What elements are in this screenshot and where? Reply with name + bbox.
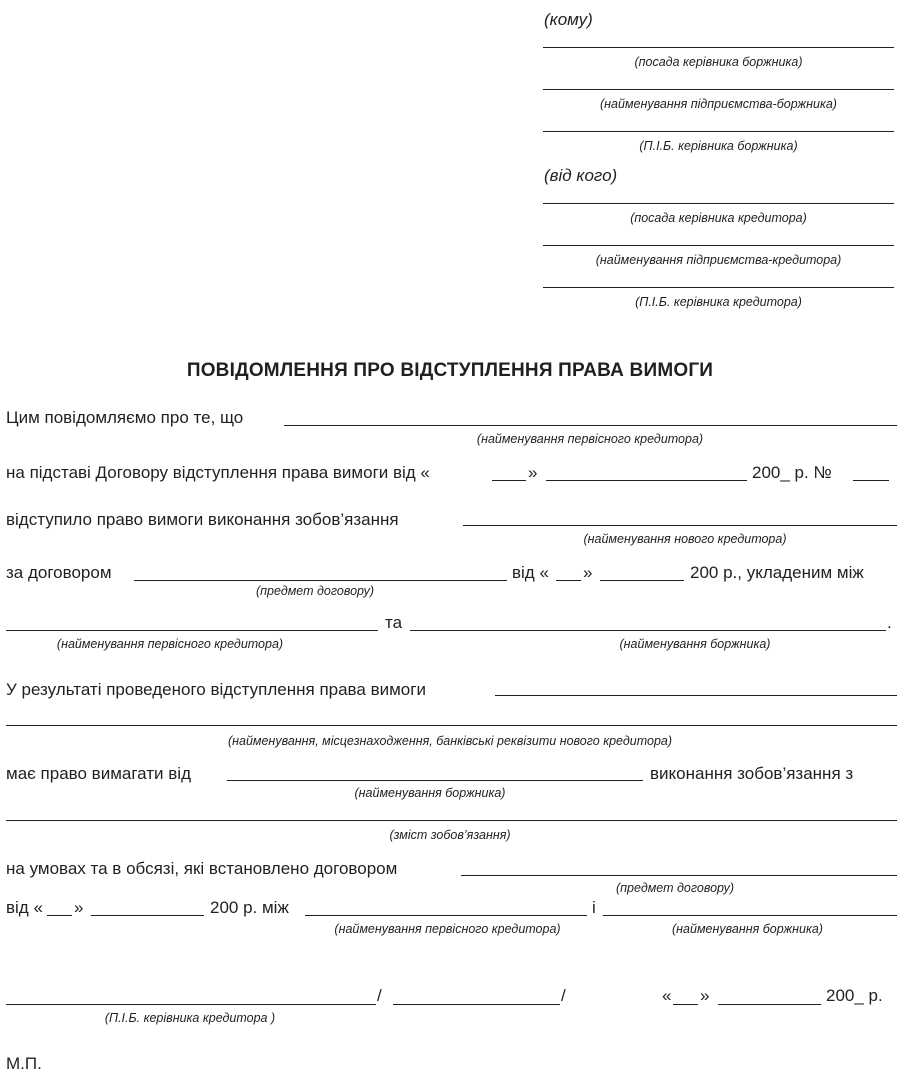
debtor-name-field-3[interactable] (603, 915, 897, 916)
contract-subject-field[interactable] (134, 580, 507, 581)
original-creditor-field-3[interactable] (305, 915, 587, 916)
from-company-caption: (найменування підприємства-кредитора) (595, 253, 842, 267)
signature-year: 200_ р. (826, 986, 883, 1005)
line2-year: 200_ р. № (752, 463, 832, 482)
line8-tail: виконання зобов’язання з (650, 764, 854, 783)
from-company-field[interactable] (543, 245, 894, 246)
line3-text: відступило право вимоги виконання зобов’язання (6, 510, 399, 529)
line11-and: і (592, 898, 596, 917)
from-name-caption: (П.І.Б. керівника кредитора) (635, 295, 802, 309)
to-position-caption: (посада керівника боржника) (634, 55, 803, 69)
signature-month-field[interactable] (718, 1004, 821, 1005)
line10-text: на умовах та в обсязі, які встановлено договором (6, 859, 398, 878)
original-creditor-caption-3: (найменування первісного кредитора) (334, 922, 561, 936)
document-title: ПОВІДОМЛЕННЯ ПРО ВІДСТУПЛЕННЯ ПРАВА ВИМОГИ (186, 360, 714, 381)
to-position-field[interactable] (543, 47, 894, 48)
contract-month-field-2[interactable] (91, 915, 204, 916)
debtor-name-field[interactable] (410, 630, 886, 631)
new-creditor-details-field-2[interactable] (6, 725, 897, 726)
new-creditor-details-field[interactable] (495, 695, 897, 696)
slash-1: / (377, 986, 382, 1005)
creditor-head-name-field[interactable] (6, 1004, 376, 1005)
contract-day-field-2[interactable] (47, 915, 72, 916)
original-creditor-caption-2: (найменування первісного кредитора) (56, 637, 284, 651)
contract-subject-caption-2: (предмет договору) (616, 881, 734, 895)
debtor-name-caption-2: (найменування боржника) (354, 786, 506, 800)
original-creditor-caption: (найменування первісного кредитора) (476, 432, 704, 446)
creditor-head-name-caption: (П.І.Б. керівника кредитора ) (104, 1011, 276, 1025)
line6-text: У результаті проведеного відступлення права вимоги (6, 680, 426, 699)
from-position-field[interactable] (543, 203, 894, 204)
line2-text: на підставі Договору відступлення права вимоги від « (6, 463, 430, 482)
agreement-month-field[interactable] (546, 480, 747, 481)
line11-from: від « (6, 898, 43, 917)
debtor-name-field-2[interactable] (227, 780, 643, 781)
debtor-name-caption-3: (найменування боржника) (672, 922, 823, 936)
line11-year: 200 р. між (210, 898, 289, 917)
slash-2: / (561, 986, 566, 1005)
quote-close: » (74, 898, 84, 917)
from-position-caption: (посада керівника кредитора) (630, 211, 807, 225)
line4-tail: 200 р., укладеним між (690, 563, 864, 582)
obligation-content-field[interactable] (6, 820, 897, 821)
line4-text: за договором (6, 563, 112, 582)
quote-close: » (583, 563, 593, 582)
line8-text: має право вимагати від (6, 764, 191, 783)
to-name-caption: (П.І.Б. керівника боржника) (639, 139, 798, 153)
signature-day-field[interactable] (673, 1004, 698, 1005)
to-name-field[interactable] (543, 131, 894, 132)
original-creditor-field[interactable] (284, 425, 897, 426)
date-close: » (700, 986, 710, 1005)
new-creditor-caption: (найменування нового кредитора) (583, 532, 787, 546)
signature-field[interactable] (393, 1004, 560, 1005)
contract-subject-field-2[interactable] (461, 875, 897, 876)
debtor-name-caption: (найменування боржника) (619, 637, 771, 651)
line5-and: та (385, 613, 403, 632)
date-open: « (662, 986, 672, 1005)
obligation-content-caption: (зміст зобов’язання) (389, 828, 511, 842)
to-company-caption: (найменування підприємства-боржника) (600, 97, 837, 111)
line5-dot: . (887, 613, 892, 632)
agreement-number-field[interactable] (853, 480, 889, 481)
contract-month-field[interactable] (600, 580, 684, 581)
stamp-place: М.П. (6, 1054, 42, 1073)
quote-close: » (528, 463, 538, 482)
to-label: (кому) (544, 10, 593, 29)
agreement-day-field[interactable] (492, 480, 526, 481)
new-creditor-details-caption: (найменування, місцезнаходження, банківські реквізити нового кредитора) (227, 734, 673, 748)
line4-from: від « (512, 563, 549, 582)
from-name-field[interactable] (543, 287, 894, 288)
new-creditor-field[interactable] (463, 525, 897, 526)
to-company-field[interactable] (543, 89, 894, 90)
contract-day-field[interactable] (556, 580, 581, 581)
line1-text: Цим повідомляємо про те, що (6, 408, 244, 427)
contract-subject-caption: (предмет договору) (256, 584, 374, 598)
from-label: (від кого) (544, 166, 618, 185)
original-creditor-field-2[interactable] (6, 630, 378, 631)
